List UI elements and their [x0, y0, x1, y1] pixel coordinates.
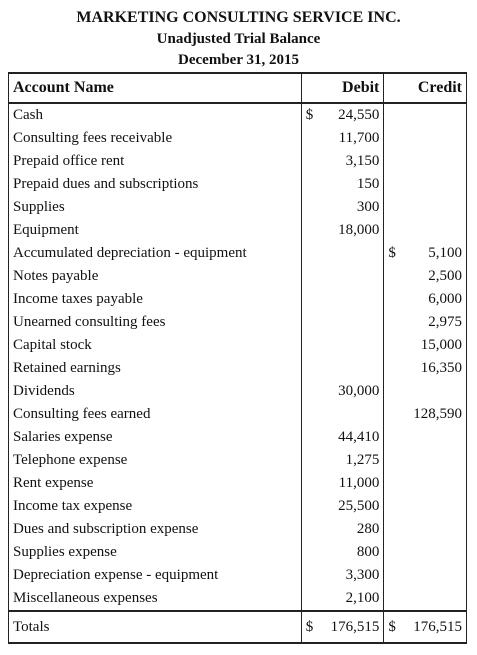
report-date: December 31, 2015	[178, 52, 299, 68]
table-row	[9, 334, 467, 357]
credit-amount: 16,350	[420, 360, 462, 376]
debit-amount: 44,410	[338, 429, 380, 445]
table-row	[9, 311, 467, 334]
account-name-cell: Notes payable	[9, 265, 302, 288]
table-row	[9, 219, 467, 242]
debit-cell	[301, 127, 384, 150]
debit-amount: 11,000	[338, 475, 380, 491]
trial-balance-table	[8, 72, 467, 644]
credit-cell	[384, 196, 467, 219]
debit-cell	[301, 449, 384, 472]
account-name-cell: Supplies expense	[9, 541, 302, 564]
account-name-cell: Income taxes payable	[9, 288, 302, 311]
totals-row	[9, 611, 467, 643]
debit-amount: 150	[356, 176, 380, 192]
credit-cell	[384, 173, 467, 196]
debit-cell	[301, 495, 384, 518]
credit-cell	[384, 127, 467, 150]
totals-label: Totals	[9, 611, 302, 643]
debit-cell	[301, 403, 384, 426]
debit-cell	[301, 357, 384, 380]
table-header-row	[9, 73, 467, 103]
credit-cell	[384, 242, 467, 265]
debit-amount: 25,500	[338, 498, 380, 514]
table-row	[9, 541, 467, 564]
credit-cell	[384, 449, 467, 472]
credit-amount: 128,590	[413, 406, 462, 422]
credit-cell	[384, 265, 467, 288]
totals-debit-currency: $	[305, 619, 314, 635]
debit-cell	[301, 334, 384, 357]
column-header-credit: Credit	[384, 73, 467, 103]
debit-cell	[301, 196, 384, 219]
credit-amount: 2,975	[428, 314, 462, 330]
table-row	[9, 265, 467, 288]
debit-cell	[301, 242, 384, 265]
debit-cell	[301, 541, 384, 564]
credit-amount: 15,000	[420, 337, 462, 353]
credit-amount: 6,000	[428, 291, 462, 307]
table-row	[9, 495, 467, 518]
debit-amount: 11,700	[338, 130, 380, 146]
table-row	[9, 472, 467, 495]
column-header-account-name: Account Name	[9, 73, 302, 103]
account-name-cell: Prepaid dues and subscriptions	[9, 173, 302, 196]
totals-credit-cell	[384, 611, 467, 643]
account-name-cell: Dues and subscription expense	[9, 518, 302, 541]
table-row	[9, 564, 467, 587]
debit-cell	[301, 150, 384, 173]
account-name-cell: Unearned consulting fees	[9, 311, 302, 334]
credit-currency-symbol: $	[388, 245, 396, 261]
account-name-cell: Capital stock	[9, 334, 302, 357]
debit-amount: 800	[356, 544, 380, 560]
account-name-cell: Prepaid office rent	[9, 150, 302, 173]
credit-cell	[384, 426, 467, 449]
debit-amount: 30,000	[338, 383, 380, 399]
account-name-cell: Equipment	[9, 219, 302, 242]
debit-amount: 18,000	[338, 222, 380, 238]
debit-cell	[301, 265, 384, 288]
table-row	[9, 449, 467, 472]
account-name-cell: Telephone expense	[9, 449, 302, 472]
credit-cell	[384, 518, 467, 541]
debit-amount: 300	[356, 199, 380, 215]
credit-cell	[384, 150, 467, 173]
account-name-cell: Supplies	[9, 196, 302, 219]
table-row	[9, 173, 467, 196]
totals-credit: 176,515	[413, 619, 462, 635]
debit-cell	[301, 173, 384, 196]
totals-debit-cell	[301, 611, 384, 643]
credit-cell	[384, 587, 467, 611]
table-row	[9, 103, 467, 127]
debit-amount: 3,150	[345, 153, 380, 169]
debit-amount: 2,100	[345, 590, 380, 606]
credit-cell	[384, 334, 467, 357]
account-name-cell: Rent expense	[9, 472, 302, 495]
account-name-cell: Cash	[9, 103, 302, 127]
debit-cell	[301, 472, 384, 495]
account-name-cell: Retained earnings	[9, 357, 302, 380]
credit-cell	[384, 472, 467, 495]
table-body	[9, 103, 467, 611]
table-row	[9, 357, 467, 380]
debit-cell	[301, 288, 384, 311]
debit-cell	[301, 587, 384, 611]
table-row	[9, 242, 467, 265]
credit-cell	[384, 219, 467, 242]
totals-credit-currency: $	[388, 619, 396, 635]
credit-cell	[384, 357, 467, 380]
column-header-debit: Debit	[301, 73, 384, 103]
credit-cell	[384, 564, 467, 587]
debit-cell	[301, 426, 384, 449]
table-row	[9, 288, 467, 311]
debit-cell	[301, 380, 384, 403]
credit-cell	[384, 311, 467, 334]
credit-amount: 2,500	[428, 268, 462, 284]
credit-cell	[384, 288, 467, 311]
table-row	[9, 518, 467, 541]
debit-cell	[301, 219, 384, 242]
report-title: Unadjusted Trial Balance	[156, 31, 321, 47]
table-row	[9, 426, 467, 449]
account-name-cell: Depreciation expense - equipment	[9, 564, 302, 587]
totals-debit: 176,515	[330, 619, 380, 635]
table-row	[9, 127, 467, 150]
debit-cell	[301, 103, 384, 127]
table-row	[9, 403, 467, 426]
debit-amount: 3,300	[345, 567, 380, 583]
account-name-cell: Dividends	[9, 380, 302, 403]
debit-cell	[301, 311, 384, 334]
credit-cell	[384, 103, 467, 127]
account-name-cell: Salaries expense	[9, 426, 302, 449]
account-name-cell: Miscellaneous expenses	[9, 587, 302, 611]
debit-cell	[301, 518, 384, 541]
account-name-cell: Income tax expense	[9, 495, 302, 518]
credit-cell	[384, 541, 467, 564]
debit-amount: 24,550	[338, 107, 380, 123]
debit-currency-symbol: $	[305, 107, 314, 123]
debit-amount: 280	[356, 521, 380, 537]
table-row	[9, 150, 467, 173]
debit-cell	[301, 564, 384, 587]
account-name-cell: Consulting fees earned	[9, 403, 302, 426]
credit-cell	[384, 380, 467, 403]
credit-cell	[384, 403, 467, 426]
table-row	[9, 196, 467, 219]
company-name: MARKETING CONSULTING SERVICE INC.	[76, 9, 401, 26]
report-header	[0, 0, 477, 71]
credit-cell	[384, 495, 467, 518]
table-row	[9, 587, 467, 611]
account-name-cell: Accumulated depreciation - equipment	[9, 242, 302, 265]
credit-amount: 5,100	[428, 245, 462, 261]
table-row	[9, 380, 467, 403]
debit-amount: 1,275	[345, 452, 380, 468]
account-name-cell: Consulting fees receivable	[9, 127, 302, 150]
